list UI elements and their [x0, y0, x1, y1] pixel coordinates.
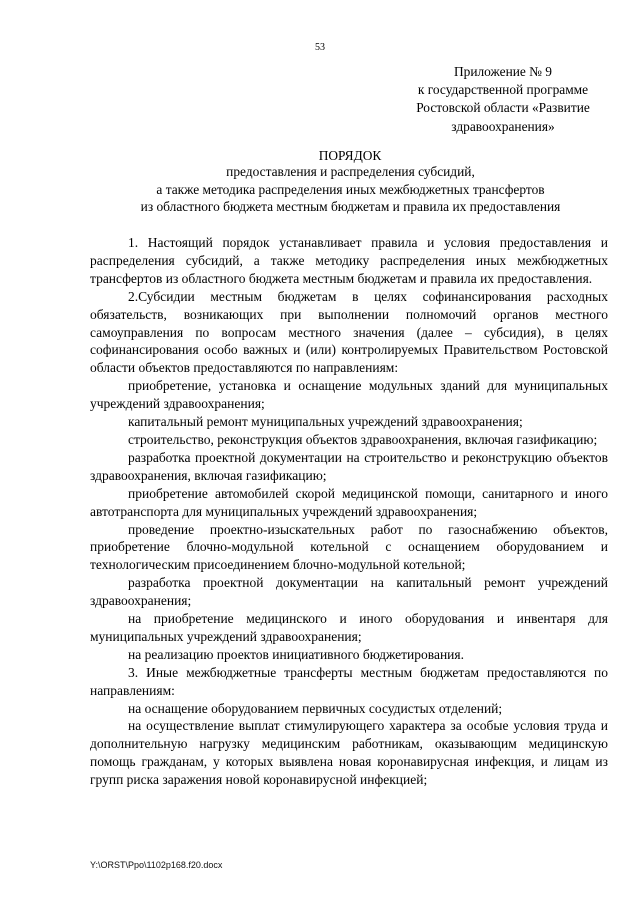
appendix-line: Ростовской области «Развитие: [416, 100, 590, 116]
list-item: разработка проектной документации на капитальный ремонт учреждений здравоохранения;: [90, 575, 608, 609]
paragraph: 1. Настоящий порядок устанавливает правила и условия предоставления и распределения субсидий, а также методику распределения иных межбюджетных трансфертов из областного бюджета местным бюджетам и правила их предоставления.: [90, 235, 608, 286]
list-item: приобретение автомобилей скорой медицинской помощи, санитарного и иного автотранспорта для муниципальных учреждений здравоохранения;: [90, 485, 608, 519]
document-title: ПОРЯДОК: [318, 148, 382, 163]
subtitle-line: предоставления и распределения субсидий,: [226, 164, 475, 179]
page-number: 53: [315, 42, 325, 53]
list-item: на осуществление выплат стимулирующего характера за особые условия труда и дополнительную нагрузку медицинским работникам, оказывающим медицинскую помощь гражданам, у которых выявлена новая коронавирусная инфекция, и лицам из групп риска заражения новой коронавирусной инфекцией;: [90, 718, 608, 788]
document-body: [90, 234, 608, 789]
paragraph: 2.Субсидии местным бюджетам в целях софинансирования расходных обязательств, возникающих при выполнении полномочий органов местного самоуправления по вопросам местного значения (далее – субсидия), в целях софинансирования особо важных и (или) контролируемых Правительством Ростовской области объектов предоставляются по направлениям:: [90, 288, 608, 376]
subtitle-line: из областного бюджета местным бюджетам и правила их предоставления: [140, 199, 561, 214]
document-subtitle: [48, 163, 640, 216]
appendix-block: [398, 63, 608, 136]
appendix-line: Приложение № 9: [453, 64, 553, 79]
list-item: строительство, реконструкция объектов здравоохранения, включая газификацию;: [128, 431, 598, 447]
list-item: на реализацию проектов инициативного бюджетирования.: [128, 646, 464, 662]
list-item: капитальный ремонт муниципальных учреждений здравоохранения;: [128, 414, 523, 430]
list-item: разработка проектной документации на строительство и реконструкцию объектов здравоохранения, включая газификацию;: [90, 449, 608, 483]
subtitle-line: а также методика распределения иных межбюджетных трансфертов: [156, 181, 545, 197]
file-path-footer: Y:\ORST\Ppo\1102p168.f20.docx: [90, 860, 223, 870]
list-item: проведение проектно-изыскательных работ по газоснабжению объектов, приобретение блочно-модульной котельной с оснащением оборудованием и технологическим присоединением блочно-модульной котельной;: [90, 521, 608, 573]
list-item: приобретение, установка и оснащение модульных зданий для муниципальных учреждений здравоохранения;: [90, 378, 608, 412]
list-item: на оснащение оборудованием первичных сосудистых отделений;: [128, 700, 503, 716]
list-item: на приобретение медицинского и иного оборудования и инвентаря для муниципальных учреждений здравоохранения;: [90, 611, 608, 644]
paragraph: 3. Иные межбюджетные трансферты местным бюджетам предоставляются по направлениям:: [90, 664, 608, 698]
appendix-line: здравоохранения»: [451, 118, 555, 134]
appendix-line: к государственной программе: [417, 82, 589, 98]
